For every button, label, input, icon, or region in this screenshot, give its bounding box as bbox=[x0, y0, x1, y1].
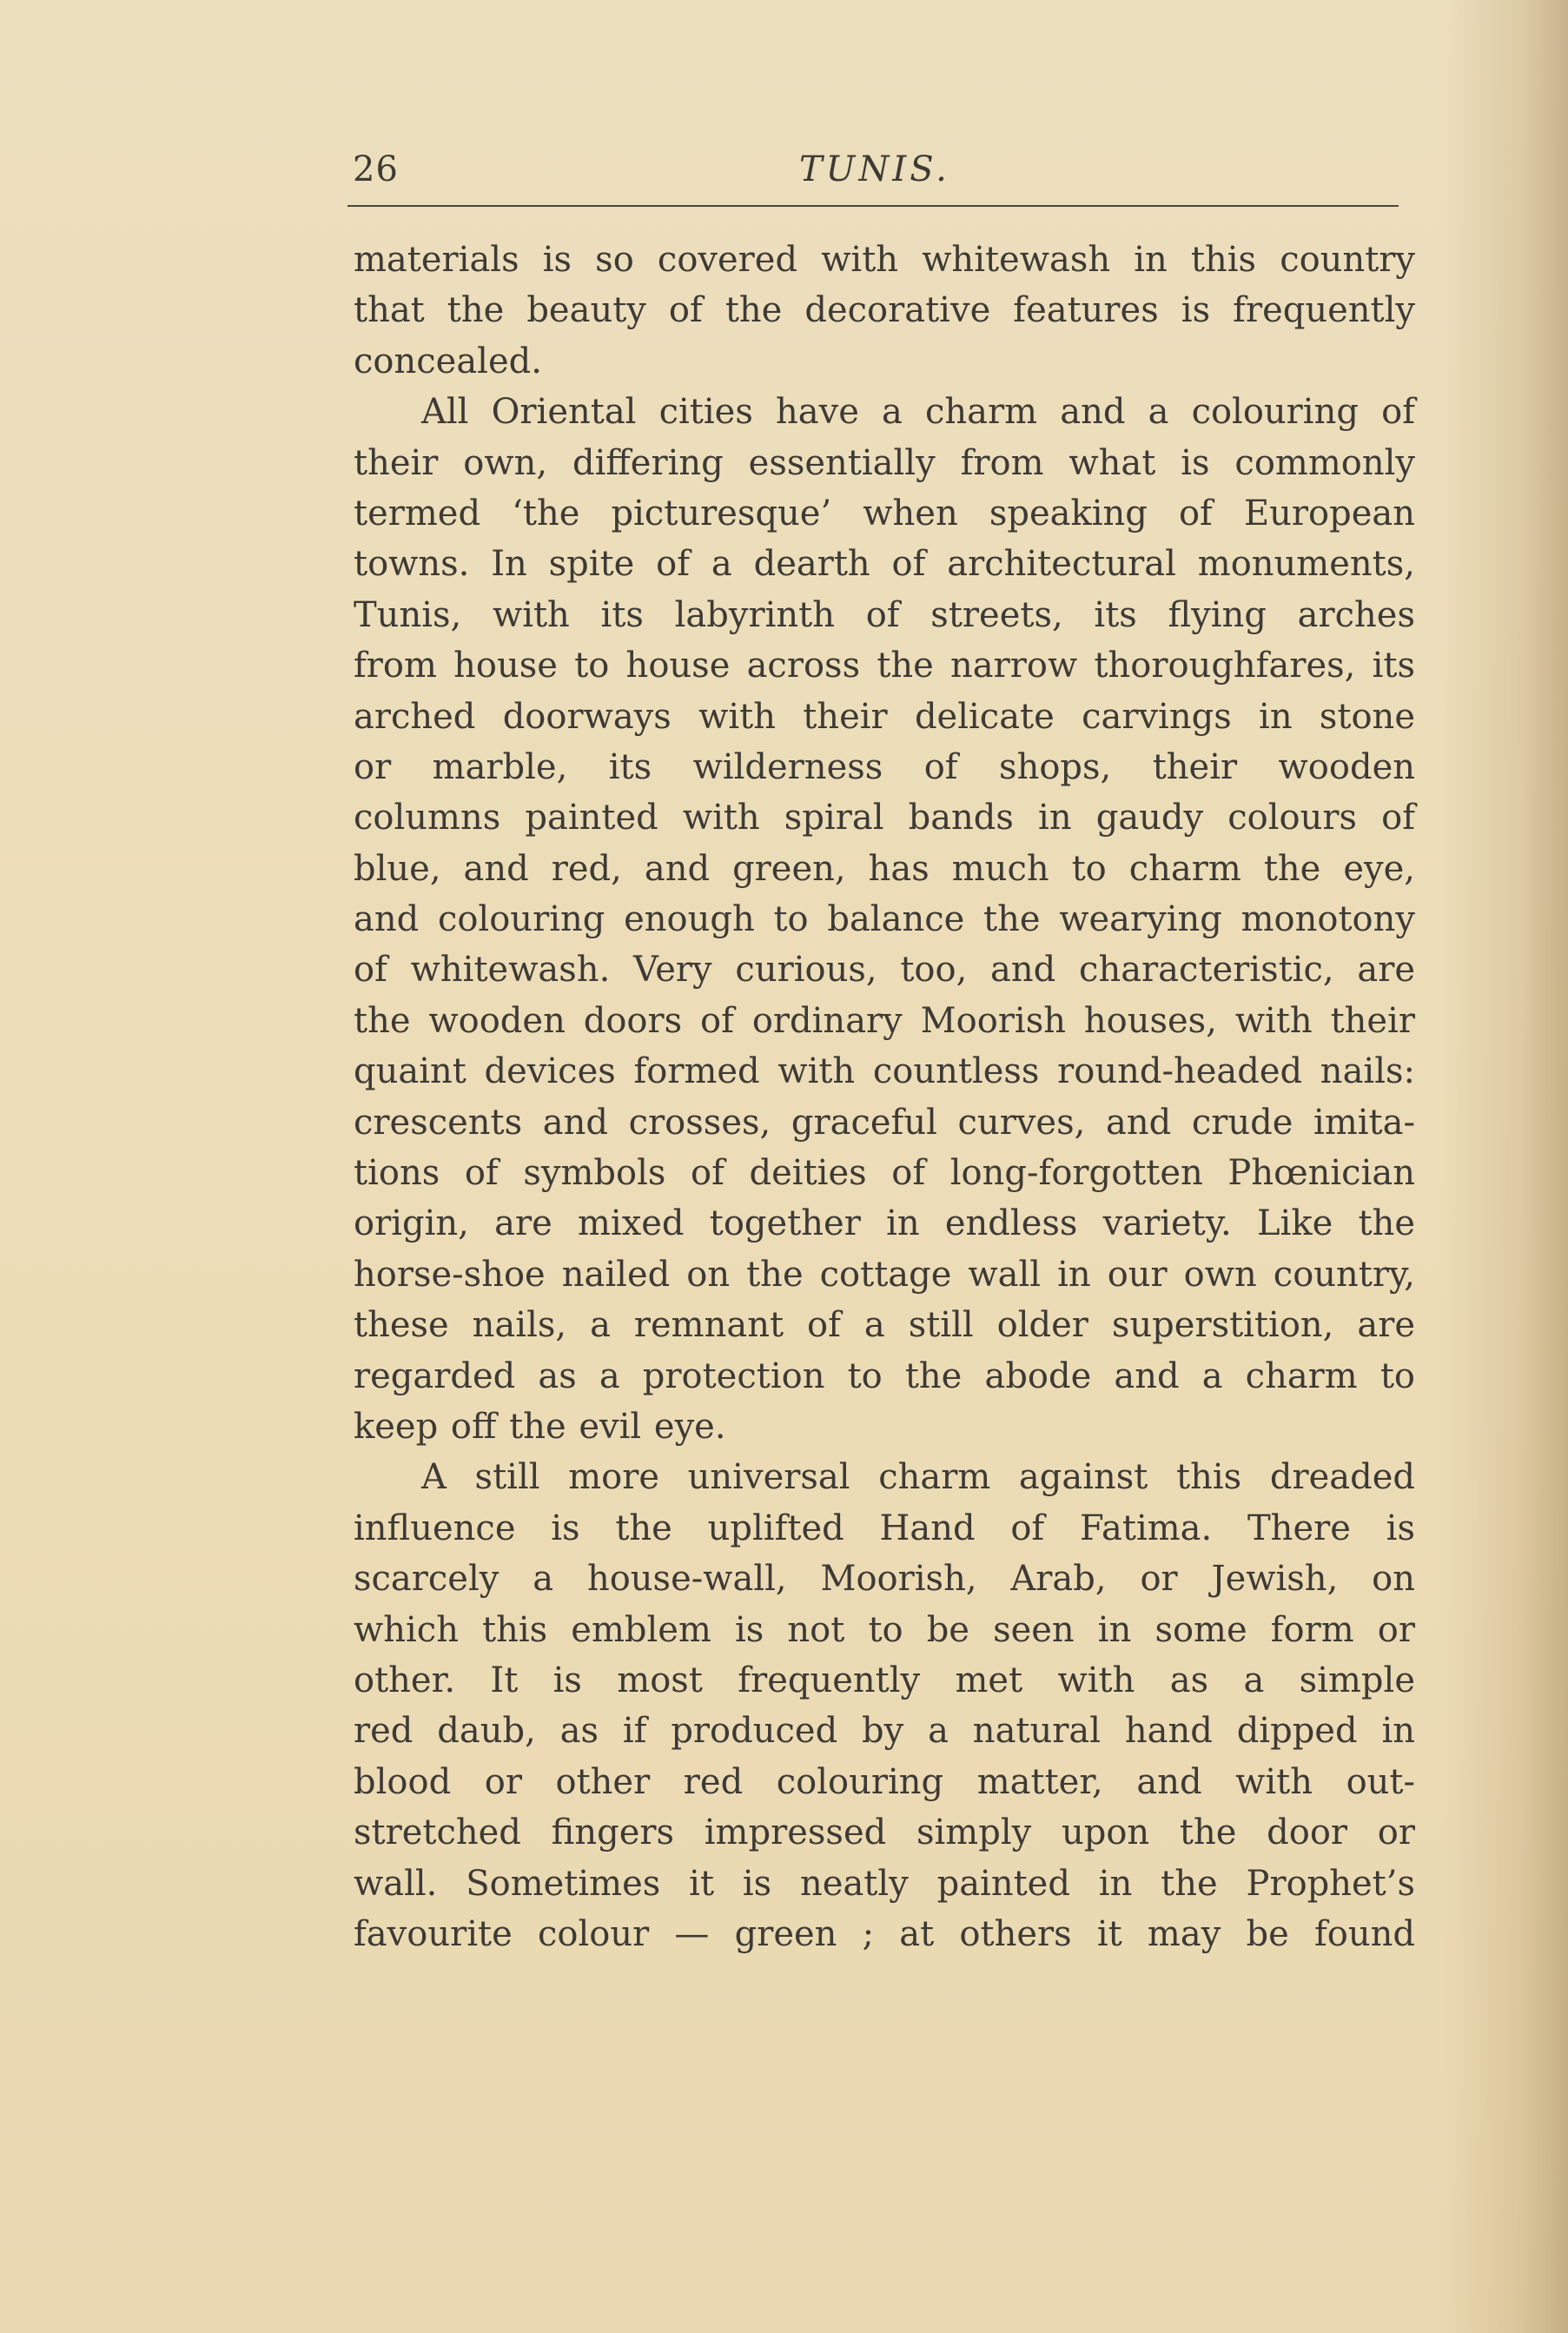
text-line: other. It is most frequently met with as a simple bbox=[354, 1660, 1415, 1700]
text-line: that the beauty of the decorative features is frequently bbox=[354, 290, 1415, 331]
body-text bbox=[354, 235, 1415, 1959]
text-line: arched doorways with their delicate carvings in stone bbox=[354, 696, 1415, 737]
text-line: towns. In spite of a dearth of architectural monuments, bbox=[354, 544, 1415, 585]
paragraph-first-line: A still more universal charm against this dreaded bbox=[421, 1457, 1415, 1498]
text-line: Tunis, with its labyrinth of streets, its flying arches bbox=[354, 594, 1415, 635]
paragraph-first-line: All Oriental cities have a charm and a colouring of bbox=[421, 392, 1415, 433]
text-line: these nails, a remnant of a still older superstition, are bbox=[354, 1305, 1415, 1346]
text-line: columns painted with spiral bands in gaudy colours of bbox=[354, 798, 1415, 838]
text-line: tions of symbols of deities of long-forgotten Phœnician bbox=[354, 1153, 1415, 1194]
text-line: scarcely a house-wall, Moorish, Arab, or Jewish, on bbox=[354, 1559, 1415, 1600]
text-line: blood or other red colouring matter, and with out- bbox=[354, 1761, 1415, 1802]
text-line: of whitewash. Very curious, too, and characteristic, are bbox=[354, 950, 1415, 991]
text-line: and colouring enough to balance the wearying monotony bbox=[354, 899, 1415, 940]
text-line: their own, differing essentially from what is commonly bbox=[354, 442, 1415, 483]
text-line: quaint devices formed with countless round-headed nails: bbox=[354, 1051, 1415, 1092]
text-line: wall. Sometimes it is neatly painted in the Prophet’s bbox=[354, 1863, 1415, 1904]
text-line: horse-shoe nailed on the cottage wall in our own country, bbox=[354, 1254, 1415, 1295]
page-header bbox=[347, 149, 1399, 202]
text-line: stretched fingers impressed simply upon the door or bbox=[354, 1813, 1415, 1853]
text-line: red daub, as if produced by a natural hand dipped in bbox=[354, 1711, 1415, 1752]
text-line: the wooden doors of ordinary Moorish houses, with their bbox=[354, 1000, 1415, 1041]
text-line: regarded as a protection to the abode and a charm to bbox=[354, 1355, 1415, 1396]
text-line: keep off the evil eye. bbox=[354, 1406, 726, 1447]
text-line: or marble, its wilderness of shops, their wooden bbox=[354, 746, 1415, 787]
text-line: termed ‘the picturesque’ when speaking of European bbox=[354, 493, 1415, 534]
text-line: blue, and red, and green, has much to charm the eye, bbox=[354, 848, 1415, 889]
header-rule bbox=[347, 205, 1399, 207]
running-title: TUNIS. bbox=[799, 149, 950, 189]
text-line: crescents and crosses, graceful curves, and crude imita- bbox=[354, 1102, 1415, 1143]
text-line: influence is the uplifted Hand of Fatima. There is bbox=[354, 1508, 1415, 1548]
text-line: origin, are mixed together in endless variety. Like the bbox=[354, 1203, 1415, 1244]
text-line: concealed. bbox=[354, 341, 542, 381]
text-line: materials is so covered with whitewash in this country bbox=[354, 240, 1415, 280]
text-line: favourite colour — green ; at others it may be found bbox=[354, 1913, 1415, 1954]
text-line: which this emblem is not to be seen in some form or bbox=[354, 1609, 1415, 1650]
text-line: from house to house across the narrow thoroughfares, its bbox=[354, 646, 1415, 686]
page-number: 26 bbox=[353, 149, 399, 189]
